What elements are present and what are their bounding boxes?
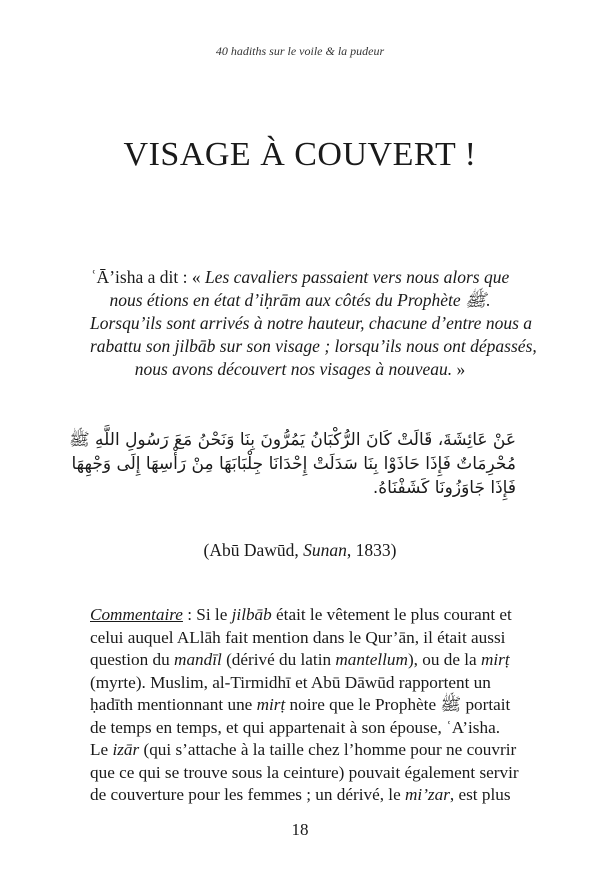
- commentary-line: [90, 739, 517, 762]
- term: mirṭ: [256, 695, 286, 714]
- term: izār: [112, 740, 140, 759]
- quote-text: nous avons découvert nos visages à nouveau.: [134, 359, 453, 379]
- hadith-reference: [0, 540, 600, 561]
- quote-line: [90, 289, 510, 312]
- term: mantellum: [335, 650, 408, 669]
- hadith-translation: [90, 266, 537, 381]
- quote-line: [90, 312, 533, 335]
- commentary-line: [90, 604, 510, 627]
- page-number: 18: [291, 820, 309, 839]
- commentary-line: que ce qui se trouve sous la ceinture) pouvait également servir: [90, 762, 519, 782]
- term: mirṭ: [480, 650, 510, 669]
- quote-line: [90, 266, 510, 289]
- commentary-text: ), ou de la: [407, 650, 481, 669]
- quote-text: nous étions en état d’iḥrām aux côtés du Prophète ﷺ.: [109, 290, 491, 310]
- term: mandīl: [174, 650, 222, 669]
- quote-text: Les cavaliers passaient vers nous alors que: [204, 267, 510, 287]
- commentary-text: noire que le Prophète ﷺ portait: [285, 695, 511, 714]
- commentary-text: question du: [90, 650, 175, 669]
- arabic-line: مُحْرِمَاتٌ فَإِذَا حَاذَوْا بِنَا سَدَلَتْ إِحْدَانَا جِلْبَابَهَا مِنْ رَأْسِهَا إِلَى وَجْهِهَا: [71, 454, 516, 474]
- commentary-line: celui auquel ALlāh fait mention dans le Qur’ān, il était aussi: [90, 627, 506, 647]
- reference-suffix: , 1833): [346, 540, 397, 560]
- quote-line: [90, 358, 510, 381]
- commentary-text: (dérivé du latin: [221, 650, 336, 669]
- commentary-label: Commentaire: [90, 605, 183, 624]
- commentary-text: , est plus: [449, 785, 511, 804]
- quote-text: Lorsqu’ils sont arrivés à notre hauteur, chacune d’entre nous a: [90, 313, 533, 333]
- reference-prefix: (Abū Dawūd,: [203, 540, 304, 560]
- commentary-line: [90, 649, 510, 672]
- reference-work: Sunan: [303, 540, 347, 560]
- page-title: VISAGE À COUVERT !: [123, 136, 477, 173]
- commentary-line: de temps en temps, et qui appartenait à son épouse, ʿA’isha.: [90, 717, 500, 737]
- commentary-text: Le: [90, 740, 113, 759]
- running-header: 40 hadiths sur le voile & la pudeur: [215, 44, 385, 58]
- arabic-line: فَإِذَا جَاوَزُونَا كَشَفْنَاهُ.: [372, 478, 516, 498]
- commentary-line: (myrte). Muslim, al-Tirmidhī et Abū Dāwūd rapportent un: [90, 672, 491, 692]
- term: mi’zar: [405, 785, 450, 804]
- commentary-text: de couverture pour les femmes ; un dérivé, le: [90, 785, 405, 804]
- arabic-hadith: [69, 428, 516, 500]
- term: jilbāb: [231, 605, 272, 624]
- quote-attribution: ʿĀ’isha a dit : «: [90, 267, 205, 287]
- commentary-text: ḥadīth mentionnant une: [90, 695, 257, 714]
- commentary-line: [90, 694, 510, 717]
- commentary: [90, 604, 519, 807]
- commentary-text: (qui s’attache à la taille chez l’homme pour ne couvrir: [139, 740, 517, 759]
- quote-close: »: [452, 359, 466, 379]
- quote-line: [90, 335, 537, 358]
- quote-text: rabattu son jilbāb sur son visage ; lorsqu’ils nous ont dépassés,: [90, 336, 537, 356]
- arabic-line: عَنْ عَائِشَةَ، قَالَتْ كَانَ الرُّكْبَانُ يَمُرُّونَ بِنَا وَنَحْنُ مَعَ رَسُولِ اللَّهِ ﷺ: [69, 430, 516, 450]
- commentary-text: : Si le: [182, 605, 232, 624]
- commentary-text: était le vêtement le plus courant et: [271, 605, 512, 624]
- commentary-line: [90, 784, 510, 807]
